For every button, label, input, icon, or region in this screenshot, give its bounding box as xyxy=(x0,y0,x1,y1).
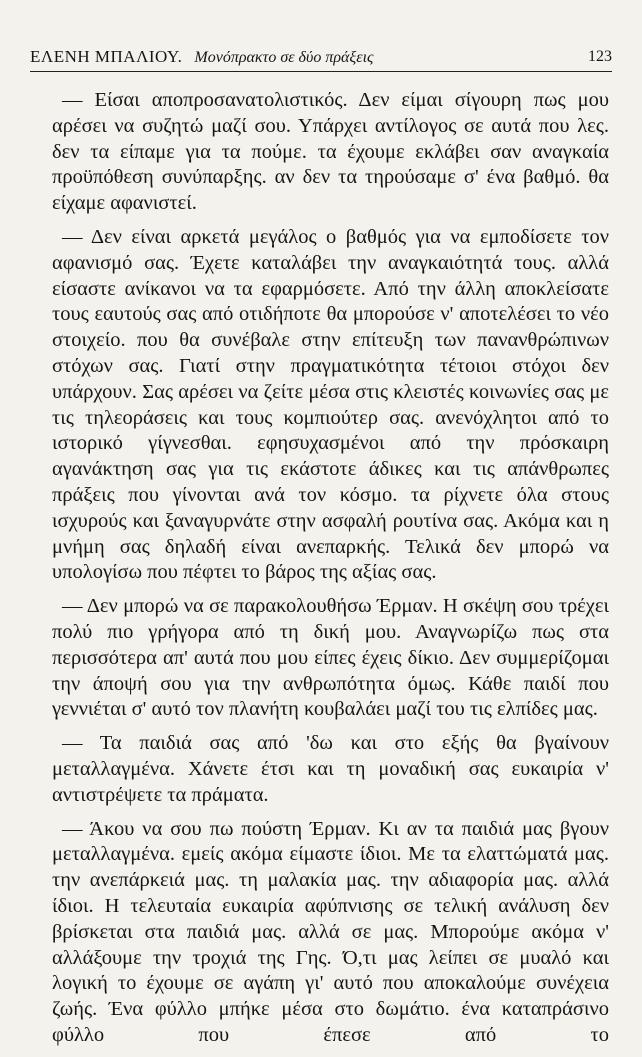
body-text xyxy=(52,88,609,1057)
book-title: Μονόπρακτο σε δύο πράξεις xyxy=(194,49,374,66)
paragraph: — Είσαι αποπροσανατολιστικός. Δεν είμαι σίγουρη πως μου αρέσει να συζητώ μαζί σου. Υπάρχει αντίλογος σε αυτά που λες. δεν τα είπαμε για τα πούμε. τα έχουμε εκλάβει σαν αναγκαία προϋπόθεση συνύπαρξης. αν δεν τα τηρούσαμε σ' ένα βαθμό. θα είχαμε αφανιστεί. xyxy=(52,89,609,215)
paragraph: — Δεν μπορώ να σε παρακολουθήσω Έρμαν. Η σκέψη σου τρέχει πολύ πιο γρήγορα από τη δική μου. Αναγνωρίζω πως στα περισσότερα απ' αυτά που μου είπες έχεις δίκιο. Δεν συμμερίζομαι την άποψή σου για την ανθρωπότητα όμως. Κάθε παιδί που γεννιέται σ' αυτό τον πλανήτη κουβαλάει μαζί του τις ελπίδες μας. xyxy=(52,595,609,721)
paragraph: — Άκου να σου πω πούστη Έρμαν. Κι αν τα παιδιά μας βγουν μεταλλαγμένα. εμείς ακόμα είμαστε ίδιοι. Με τα ελαττώματά μας. την ανεπάρκειά μας. τη μαλακία μας. την αδιαφορία μας. αλλά ίδιοι. Η τελευταία ευκαιρία αφύπνισης σε τελική ανάλυση δεν βρίσκεται στα παιδιά μας. αλλά σε μας. Μπορούμε ακόμα ν' αλλάξουμε την τροχιά της Γης. Ό,τι μας λείπει σε μυαλό και λογική το έχουμε σε αγάπη γι' αυτό που αποκαλούμε συνέχεια ζωής. Ένα φύλλο μπήκε μέσα στο δωμάτιο. ένα καταπράσινο φύλλο που έπεσε από το xyxy=(52,817,609,1046)
paragraph: — Τα παιδιά σας από 'δω και στο εξής θα βγαίνουν μεταλλαγμένα. Χάνετε έτσι και τη μοναδική σας ευκαιρία ν' αντιστρέψετε τα πράματα. xyxy=(52,732,609,806)
author-name: ΕΛΕΝΗ ΜΠΑΛΙΟΥ. xyxy=(30,47,183,66)
paragraph: — Δεν είναι αρκετά μεγάλος ο βαθμός για να εμποδίσετε τον αφανισμό σας. Έχετε καταλάβει την αναγκαιότητά τους. αλλά είσαστε ανίκανοι να τα εφαρμόσετε. Από την άλλη αποκλείσατε τους εαυτούς σας από οτιδήποτε θα μπορούσε ν' αποτελέσει το νέο στοιχείο. που θα συνέβαλε στην επίτευξη των πανανθρώπινων στόχων σας. Γιατί στην πραγματικότητα τέτοιοι στόχοι δεν υπάρχουν. Σας αρέσει να ζείτε μέσα στις κλειστές κοινωνίες σας με τις τηλεοράσεις και τους κομπιούτερ σας. ανενόχλητοι από το ιστορικό γίγνεσθαι. εφησυχασμένοι από την πρόσκαιρη αγανάκτηση σας για τις εκάστοτε άδικες και τις απάνθρωπες πράξεις που γίνονται ανά τον κόσμο. τα ρίχνετε όλα στους ισχυρούς και ξαναγυρνάτε στην ασφαλή ρουτίνα σας. Ακόμα και η μνήμη σας δηλαδή είναι ανεπαρκής. Τελικά δεν μπορώ να υπολογίσω που πέφτει το βάρος της αξίας σας. xyxy=(52,225,609,584)
page-number: 123 xyxy=(588,48,612,65)
running-header xyxy=(30,47,612,72)
